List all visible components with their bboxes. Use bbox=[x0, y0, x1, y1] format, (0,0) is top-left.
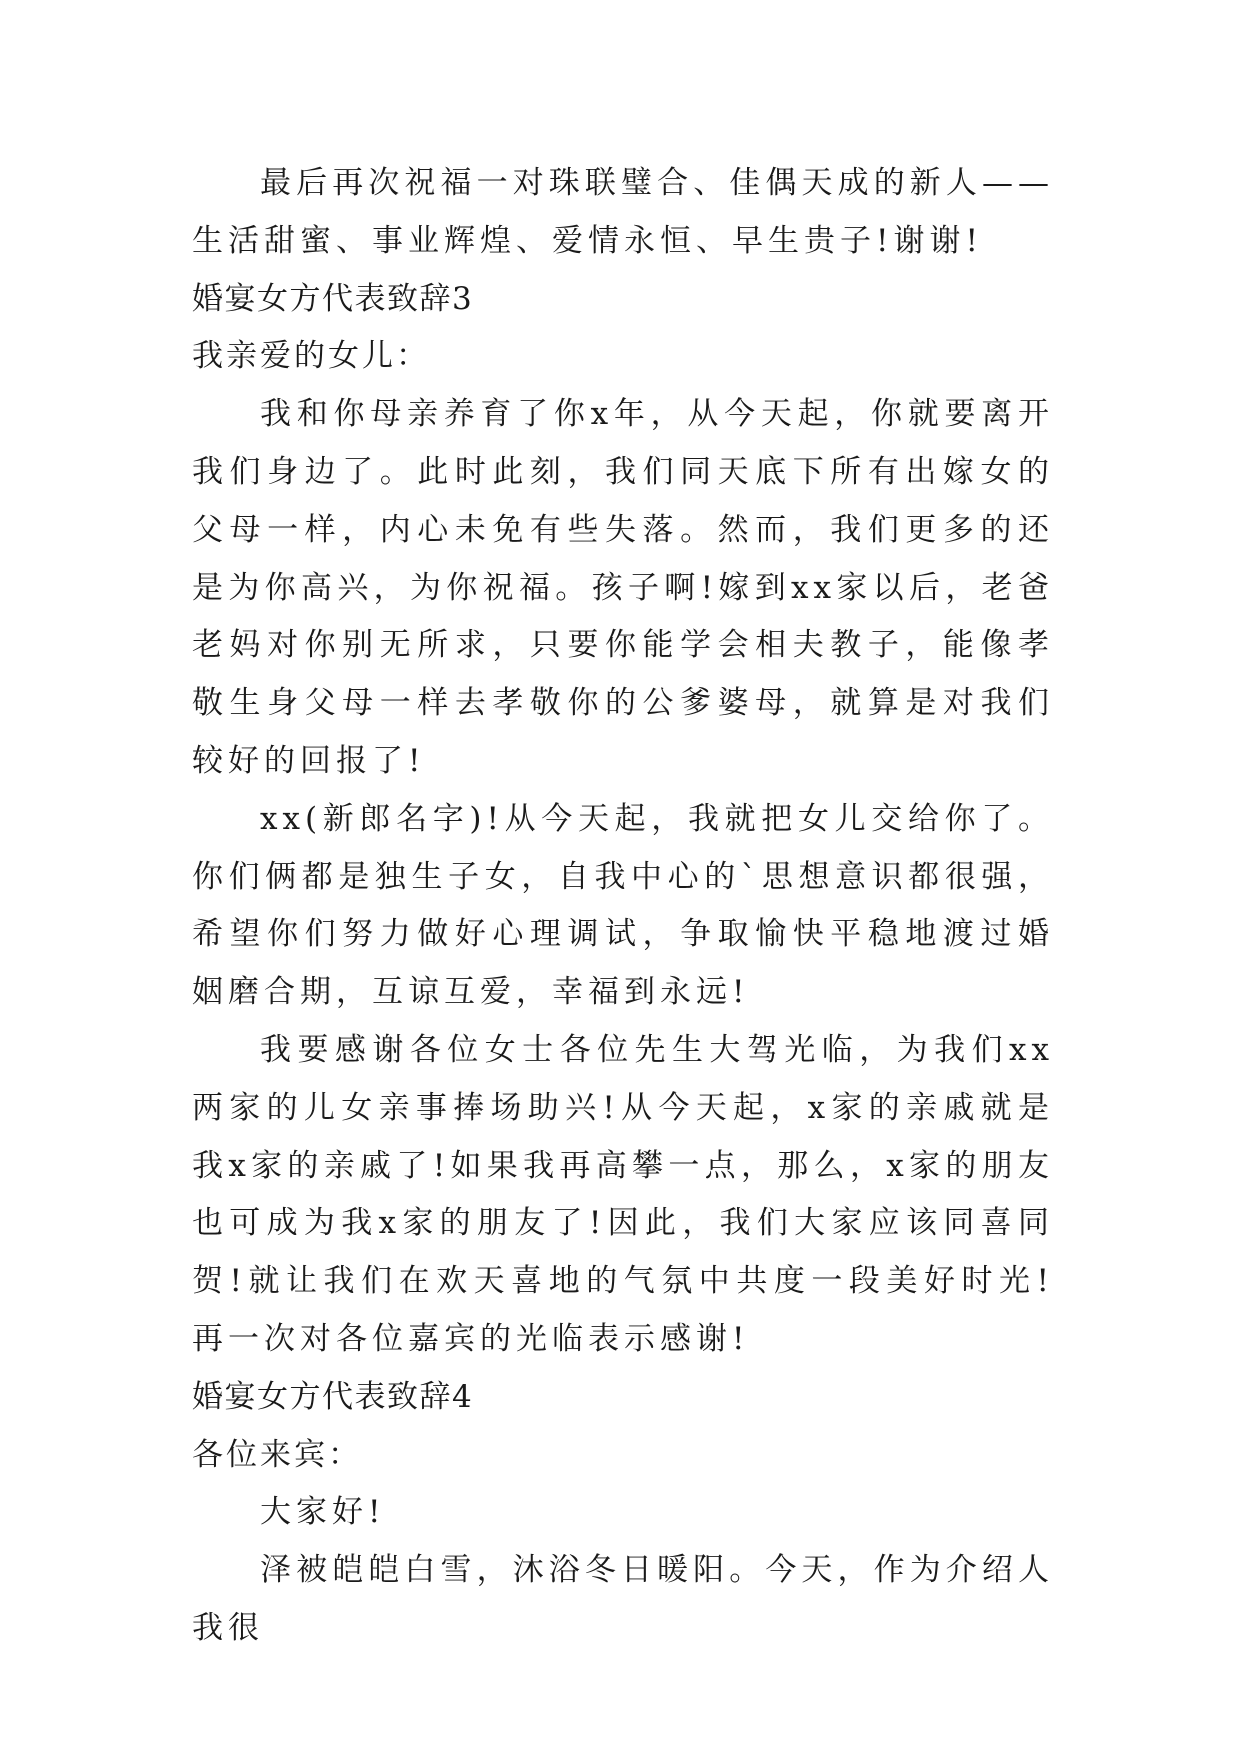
greeting-line: 大家好! bbox=[260, 1494, 386, 1531]
closing-paragraph: 最后再次祝福一对珠联璧合、佳偶天成的新人——生活甜蜜、事业辉煌、爱情永恒、早生贵子!谢谢! bbox=[192, 165, 1054, 259]
paragraph-4-1: 泽被皑皑白雪，沐浴冬日暖阳。今天，作为介绍人我很 bbox=[192, 1552, 1054, 1646]
salutation-daughter: 我亲爱的女儿： bbox=[192, 338, 430, 375]
document-body bbox=[192, 155, 1054, 1658]
section-heading-3: 婚宴女方代表致辞3 bbox=[192, 280, 474, 317]
paragraph-3-2: xx(新郎名字)!从今天起，我就把女儿交给你了。你们俩都是独生子女，自我中心的`思想意识都很强，希望你们努力做好心理调试，争取愉快平稳地渡过婚姻磨合期，互谅互爱，幸福到永远! bbox=[192, 800, 1054, 1011]
paragraph-3-1: 我和你母亲养育了你x年，从今天起，你就要离开我们身边了。此时此刻，我们同天底下所有出嫁女的父母一样，内心未免有些失落。然而，我们更多的还是为你高兴，为你祝福。孩子啊!嫁到xx家以后，老爸老妈对你别无所求，只要你能学会相夫教子，能像孝敬生身父母一样去孝敬你的公爹婆母，就算是对我们较好的回报了! bbox=[192, 396, 1054, 779]
salutation-guests: 各位来宾： bbox=[192, 1436, 362, 1473]
paragraph-3-3: 我要感谢各位女士各位先生大驾光临，为我们xx两家的儿女亲事捧场助兴!从今天起，x家的亲戚就是我x家的亲戚了!如果我再高攀一点，那么，x家的朋友也可成为我x家的朋友了!因此，我们大家应该同喜同贺!就让我们在欢天喜地的气氛中共度一段美好时光!再一次对各位嘉宾的光临表示感谢! bbox=[192, 1031, 1054, 1357]
section-heading-4: 婚宴女方代表致辞4 bbox=[192, 1378, 474, 1415]
